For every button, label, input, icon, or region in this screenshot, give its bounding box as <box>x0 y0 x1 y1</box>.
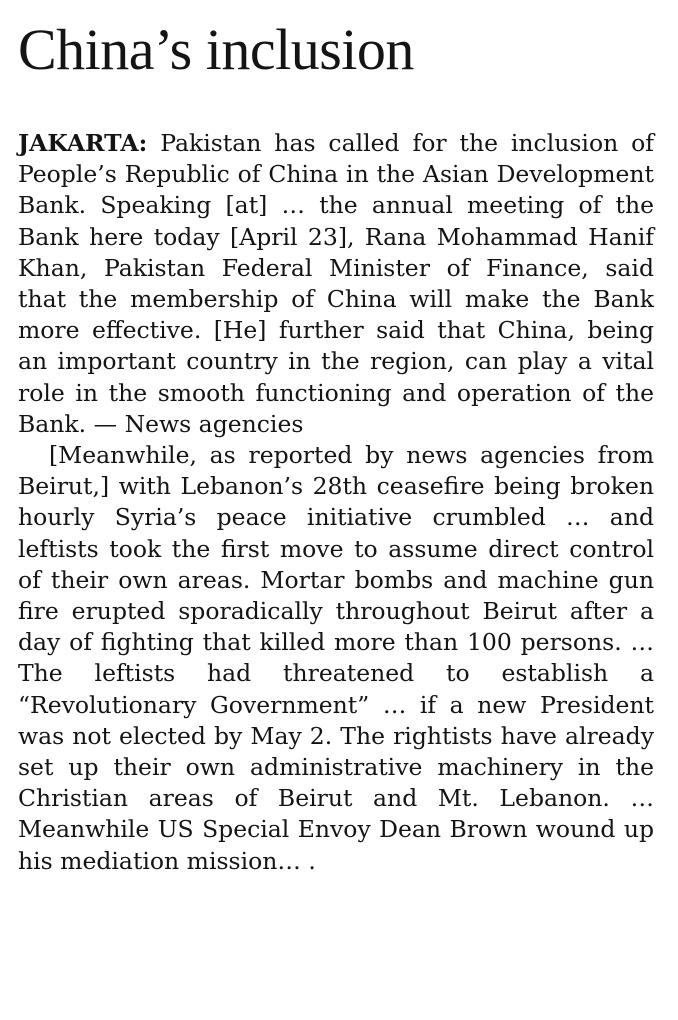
news-article <box>18 14 654 877</box>
headline: China’s inclusion <box>18 17 414 82</box>
article-paragraph-1 <box>18 128 654 440</box>
paragraph-2-body: [Meanwhile, as reported by news agencies from Beirut,] with Lebanon’s 28th ceasefire being broken hourly Syria’s peace initiative crumbled … and leftists took the first move to assume direct control of their own areas. Mortar bombs and machine gun fire erupted sporadically throughout Beirut after a day of fighting that killed more than 100 persons. … The leftists had threatened to establish a “Revolutionary Government” … if a new President was not elected by May 2. The rightists have already set up their own administrative machinery in the Christian areas of Beirut and Mt. Lebanon. … Meanwhile US Special Envoy Dean Brown wound up his mediation mission… . <box>18 441 654 875</box>
dateline: JAKARTA: <box>18 129 148 157</box>
article-paragraph-2 <box>18 440 654 877</box>
paragraph-1-body: Pakistan has called for the inclusion of People’s Republic of China in the Asian Development Bank. Speaking [at] … the annual meeting of the Bank here today [April 23], Rana Mohammad Hanif Khan, Pakistan Federal Minister of Finance, said that the membership of China will make the Bank more effective. [He] further said that China, being an important country in the region, can play a vital role in the smooth functioning and operation of the Bank. — News agencies <box>18 129 654 438</box>
